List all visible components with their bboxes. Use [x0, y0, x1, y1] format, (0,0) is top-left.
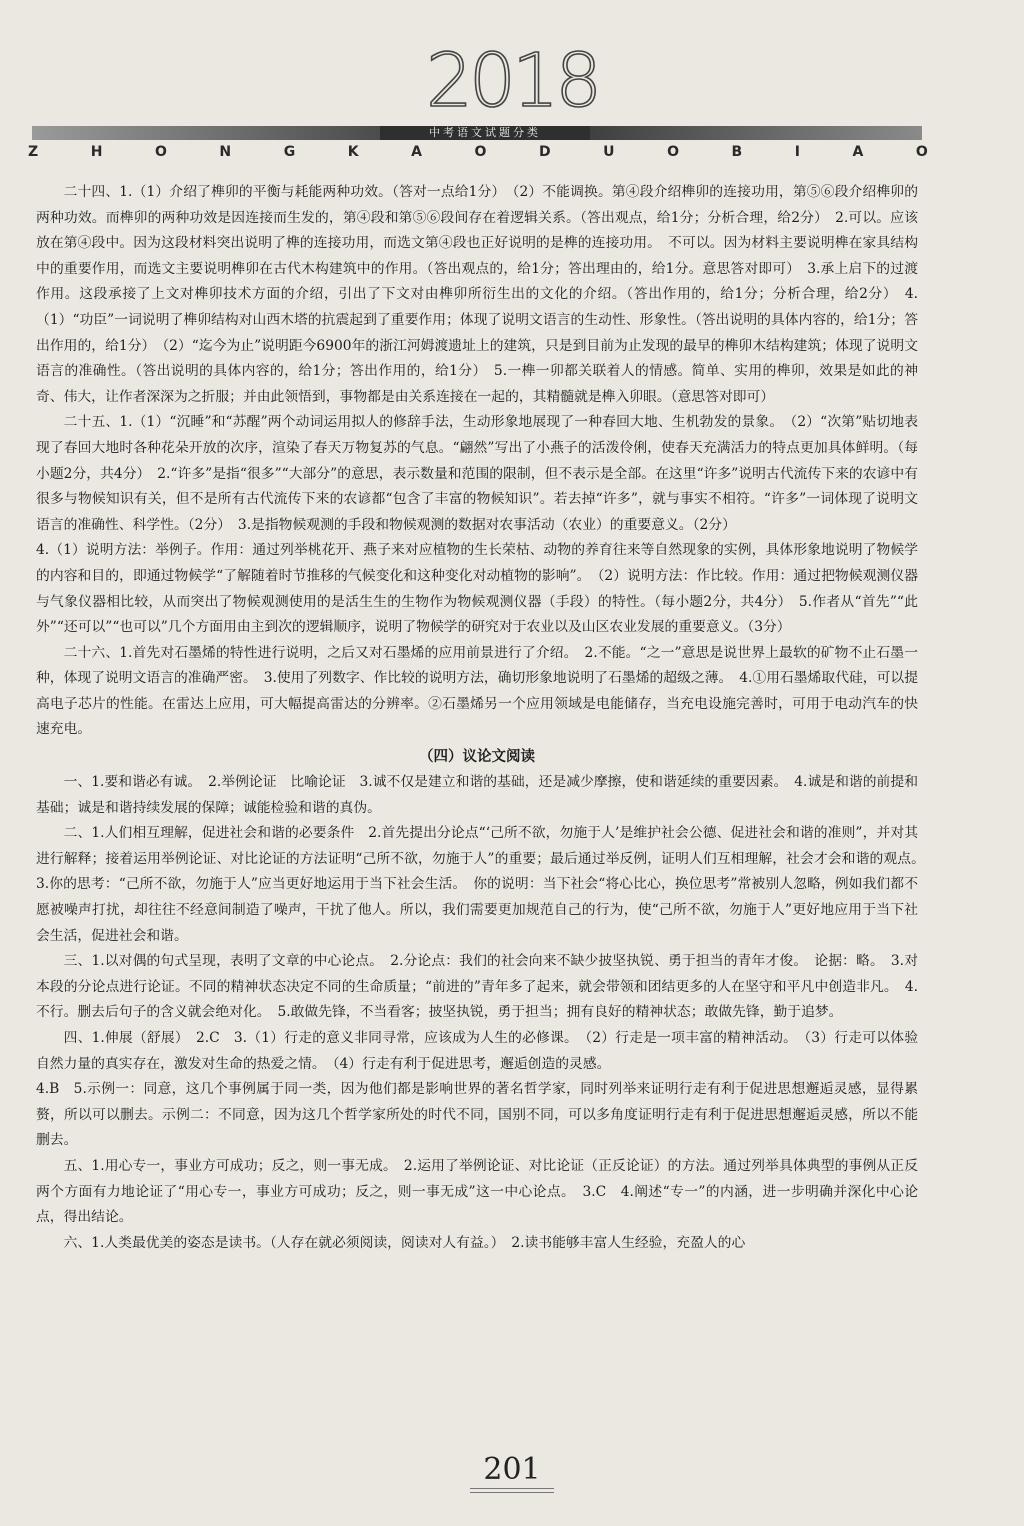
pinyin-letter: A [852, 144, 864, 160]
year-logo: 2018 [425, 38, 599, 124]
pinyin-letter: A [411, 144, 422, 160]
answer-paragraph: 六、1.人类最优美的姿态是读书。（人存在就必须阅读，阅读对人有益。） 2.读书能够丰富人生经验，充盈人的心 [63, 1234, 746, 1251]
pinyin-letter: B [731, 144, 743, 160]
page-number-underline [470, 1488, 554, 1493]
pinyin-letter: O [474, 144, 487, 160]
pinyin-letter: O [154, 144, 167, 160]
answer-paragraph: 四、1.伸展（舒展） 2.C 3.（1）行走的意义非同寻常，应该成为人生的必修课。 （2）行走是一项丰富的精神活动。 （3）行走可以体验自然力量的真实存在，激发对生命的热爱之情。 （4）行走有利于促进思考，邂逅创造的灵感。 [36, 1030, 918, 1072]
pinyin-letter: U [603, 144, 615, 160]
header-pinyin [28, 144, 928, 160]
pinyin-letter: K [347, 144, 359, 160]
page-header [0, 0, 1024, 170]
answer-content [36, 180, 932, 1256]
answer-paragraph: 4.（1）说明方法：举例子。作用：通过列举桃花开、燕子来对应植物的生长荣枯、动物的养育往来等自然现象的实例，具体形象地说明了物候学的内容和目的，即通过物候学“了解随着时节推移的气候变化和这种变化对动植物的影响”。 （2）说明方法：作比较。作用：通过把物候观测仪器与气象仪器相比较，从而突出了物候观测使用的是活生生的生物作为物候观测仪器（手段）的特性。（每小题2分，共4分） 5.作者从“首先”“此外”“还可以”“也可以”几个方面用由主到次的逻辑顺序，说明了物候学的研究对于农业以及山区农业发展的重要意义。（3分） [36, 542, 918, 636]
answer-paragraph: 三、1.以对偶的句式呈现，表明了文章的中心论点。 2.分论点：我们的社会向来不缺少披坚执锐、勇于担当的青年才俊。 论据：略。 3.对本段的分论点进行论证。不同的精神状态决定不同的生命质量；“前进的”青年多了起来，就会带领和团结更多的人在坚守和平凡中创造非凡。 4.不行。删去后句子的含义就会绝对化。 5.敢做先锋，不当看客；披坚执锐，勇于担当；拥有良好的精神状态；敢做先锋，勤于追梦。 [36, 953, 918, 1021]
pinyin-letter: H [90, 144, 103, 160]
pinyin-letter: O [667, 144, 679, 160]
header-subtitle: 中考语文试题分类 [380, 126, 590, 140]
pinyin-letter: O [915, 144, 928, 160]
answer-paragraph: 一、1.要和谐必有诚。 2.举例论证 比喻论证 3.诚不仅是建立和谐的基础，还是减少摩擦，使和谐延续的重要因素。 4.诚是和谐的前提和基础；诚是和谐持续发展的保障；诚能检验和谐的真伪。 [36, 774, 918, 816]
section-title: （四）议论文阅读 [419, 748, 535, 766]
pinyin-letter: Z [28, 144, 39, 160]
answer-paragraph: 五、1.用心专一，事业方可成功；反之，则一事无成。 2.运用了举例论证、对比论证（正反论证）的方法。通过列举具体典型的事例从正反两个方面有力地论证了“用心专一，事业方可成功；反之，则一事无成”这一中心论点。 3.C 4.阐述“专一”的内涵，进一步明确并深化中心论点，得出结论。 [36, 1157, 918, 1226]
answer-paragraph: 二、1.人们相互理解，促进社会和谐的必要条件 2.首先提出分论点“‘己所不欲，勿施于人’是维护社会公德、促进社会和谐的准则”，并对其进行解释；接着运用举例论证、对比论证的方法证明“己所不欲，勿施于人”的重要；最后通过举反例，证明人们互相理解，社会才会和谐的观点。 3.你的思考：“己所不欲，勿施于人”应当更好地运用于当下社会生活。 你的说明：当下社会“将心比心，换位思考”常被别人忽略，例如我们都不愿被噪声打扰，却往往不经意间制造了噪声，干扰了他人。所以，我们需要更加规范自己的行为，使“己所不欲，勿施于人”更好地应用于当下社会生活，促进社会和谐。 [36, 825, 932, 944]
answer-paragraph: 二十五、1.（1）“沉睡”和“苏醒”两个动词运用拟人的修辞手法，生动形象地展现了一种春回大地、生机勃发的景象。 （2）“次第”贴切地表现了春回大地时各种花朵开放的次序，渲染了春天万物复苏的气息。“翩然”写出了小燕子的活泼伶俐，使春天充满活力的特点更加具体鲜明。（每小题2分，共4分） 2.“许多”是指“很多”“大部分”的意思，表示数量和范围的限制，但不表示是全部。在这里“许多”说明古代流传下来的农谚中有很多与物候知识有关，但不是所有古代流传下来的农谚都“包含了丰富的物候知识”。若去掉“许多”，就与事实不相符。“许多”一词体现了说明文语言的准确性、科学性。（2分） 3.是指物候观测的手段和物候观测的数据对农事活动（农业）的重要意义。（2分） [36, 414, 918, 533]
answer-paragraph: 二十六、1.首先对石墨烯的特性进行说明，之后又对石墨烯的应用前景进行了介绍。 2.不能。“之一”意思是说世界上最软的矿物不止石墨一种，体现了说明文语言的准确严密。 3.使用了列数字、作比较的说明方法，确切形象地说明了石墨烯的超级之薄。 4.①用石墨烯取代硅，可以提高电子芯片的性能。在雷达上应用，可大幅提高雷达的分辨率。②石墨烯另一个应用领域是电能储存，当充电设施完善时，可用于电动汽车的快速充电。 [36, 644, 918, 738]
pinyin-letter: D [538, 144, 551, 160]
pinyin-letter: I [794, 144, 800, 160]
answer-paragraph: 4.B 5.示例一：同意，这几个事例属于同一类，因为他们都是影响世界的著名哲学家，同时列举来证明行走有利于促进思想邂逅灵感，显得累赘，所以可以删去。示例二：不同意，因为这几个哲学家所处的时代不同，国别不同，可以多角度证明行走有利于促进思想邂逅灵感，所以不能删去。 [36, 1081, 918, 1149]
page-number: 201 [483, 1452, 541, 1487]
pinyin-letter: N [219, 144, 232, 160]
pinyin-letter: G [283, 144, 296, 160]
answer-paragraph: 二十四、1.（1）介绍了榫卯的平衡与耗能两种功效。（答对一点给1分） （2）不能调换。第④段介绍榫卯的连接功用，第⑤⑥段介绍榫卯的两种功效。而榫卯的两种功效是因连接而生发的，第④段和第⑤⑥段间存在着逻辑关系。（答出观点，给1分；分析合理，给2分） 2.可以。应该放在第④段中。因为这段材料突出说明了榫的连接功用，而选文第④段也正好说明的是榫的连接功用。 不可以。因为材料主要说明榫在家具结构中的重要作用，而选文主要说明榫卯在古代木构建筑中的作用。（答出观点的，给1分；答出理由的，给1分。意思答对即可） 3.承上启下的过渡作用。这段承接了上文对榫卯技术方面的介绍，引出了下文对由榫卯所衍生出的文化的介绍。（答出作用的，给1分；分析合理，给2分） 4.（1）“功臣”一词说明了榫卯结构对山西木塔的抗震起到了重要作用；体现了说明文语言的生动性、形象性。（答出说明的具体内容的，给1分；答出作用的，给1分） （2）“迄今为止”说明距今6900年的浙江河姆渡遗址上的建筑，只是到目前为止发现的最早的榫卯木结构建筑；体现了说明文语言的准确性。（答出说明的具体内容的，给1分；答出作用的，给1分） 5.一榫一卯都关联着人的情感。简单、实用的榫卯，效果是如此的神奇、伟大，让作者深深为之折服；并由此领悟到，事物都是由关系连接在一起的，其精髓就是榫入卯眼。（意思答对即可） [36, 184, 918, 405]
